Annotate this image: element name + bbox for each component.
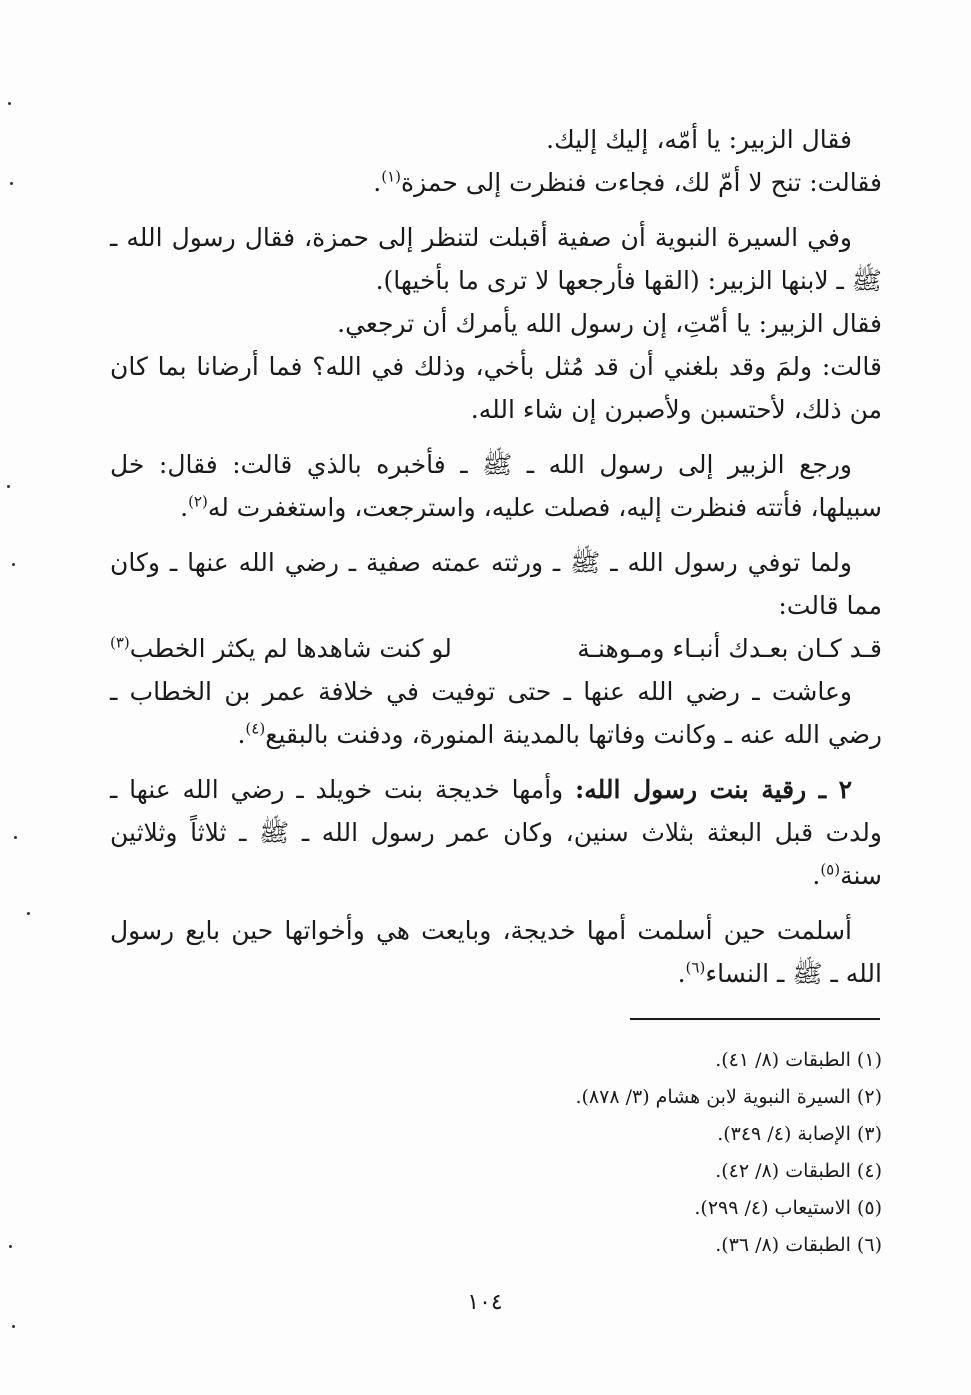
- paragraph-1: فقال الزبير: يا أمّه، إليك إليك.: [546, 125, 852, 154]
- poem-verse: [110, 627, 882, 670]
- footnote-ref-5: (٥): [820, 860, 841, 879]
- footnote-ref-6: (٦): [685, 958, 706, 977]
- paragraph-2: فقالت: تنح لا أمّ لك، فجاءت فنظرت إلى حمزة$^{(١)}$.: [373, 167, 882, 197]
- poem-second-hemistich: لو كنت شاهدها لم يكثر الخطب$^{(٣)}$: [110, 633, 452, 663]
- footnote-2: (٢) السيرة النبوية لابن هشام (٣/ ٨٧٨).: [575, 1086, 882, 1108]
- footnote-4: (٤) الطبقات (٨/ ٤٢).: [715, 1160, 882, 1182]
- footnote-ref-4: (٤): [245, 719, 266, 738]
- section-heading: ٢ ـ رقية بنت رسول الله:: [575, 775, 853, 804]
- footnote-separator: [630, 1018, 880, 1020]
- footnote-6: (٦) الطبقات (٨/ ٣٦).: [715, 1234, 882, 1256]
- scan-speck: [12, 563, 15, 566]
- paragraph-3: وفي السيرة النبوية أن صفية أقبلت لتنظر إلى حمزة، فقال رسول الله ـ ﷺ ـ لابنها الزبير: (القها فأرجعها لا ترى ما بأخيها).: [110, 223, 882, 295]
- main-text: [110, 118, 882, 995]
- paragraph-9: ٢ ـ رقية بنت رسول الله: وأمها خديجة بنت خويلد ـ رضي الله عنها ـ ولدت قبل البعثة بثلاث سنين، وكان عمر رسول الله ـ ﷺ ـ ثلاثاً وثلاثين سنة$^{(٥)}$.: [110, 775, 882, 890]
- scan-speck: [8, 102, 11, 105]
- paragraph-10: أسلمت حين أسلمت أمها خديجة، وبايعت هي وأخواتها حين بايع رسول الله ـ ﷺ ـ النساء$^{(٦)}$.: [110, 916, 882, 988]
- scan-speck: [10, 182, 13, 185]
- footnote-ref-3: (٣): [110, 633, 130, 652]
- paragraph-4: فقال الزبير: يا أمّتِ، إن رسول الله يأمرك أن ترجعي.: [337, 309, 882, 338]
- footnote-ref-1: (١): [381, 167, 402, 186]
- paragraph-6: ورجع الزبير إلى رسول الله ـ ﷺ ـ فأخبره بالذي قالت: فقال: خل سبيلها، فأتته فنظرت إليه، فصلت عليه، واسترجعت، واستغفرت له$^{(٢)}$.: [110, 450, 882, 522]
- footnote-5: (٥) الاستيعاب (٤/ ٢٩٩).: [694, 1197, 882, 1219]
- paragraph-7: ولما توفي رسول الله ـ ﷺ ـ ورثته عمته صفية ـ رضي الله عنها ـ وكان مما قالت:: [110, 548, 882, 620]
- scan-speck: [27, 912, 30, 915]
- paragraph-8: وعاشت ـ رضي الله عنها ـ حتى توفيت في خلافة عمر بن الخطاب ـ رضي الله عنه ـ وكانت وفاتها بالمدينة المنورة، ودفنت بالبقيع$^{(٤)}$.: [110, 677, 882, 749]
- footnote-1: (١) الطبقات (٨/ ٤١).: [715, 1049, 882, 1071]
- scan-speck: [12, 1325, 15, 1328]
- scan-speck: [7, 485, 10, 488]
- poem-first-hemistich: قـد كـان بعـدك أنبـاء ومـوهنـة: [577, 634, 882, 663]
- scan-speck: [9, 1245, 12, 1248]
- scan-speck: [14, 836, 17, 839]
- footnote-3: (٣) الإصابة (٤/ ٣٤٩).: [717, 1123, 882, 1145]
- footnotes: [480, 1042, 882, 1264]
- paragraph-5: قالت: ولمَ وقد بلغني أن قد مُثل بأخي، وذلك في الله؟ فما أرضانا بما كان من ذلك، لأحتسبن ولأصبرن إن شاء الله.: [110, 352, 882, 424]
- page-number: ١٠٤: [467, 1290, 503, 1315]
- footnote-ref-2: (٢): [188, 492, 208, 511]
